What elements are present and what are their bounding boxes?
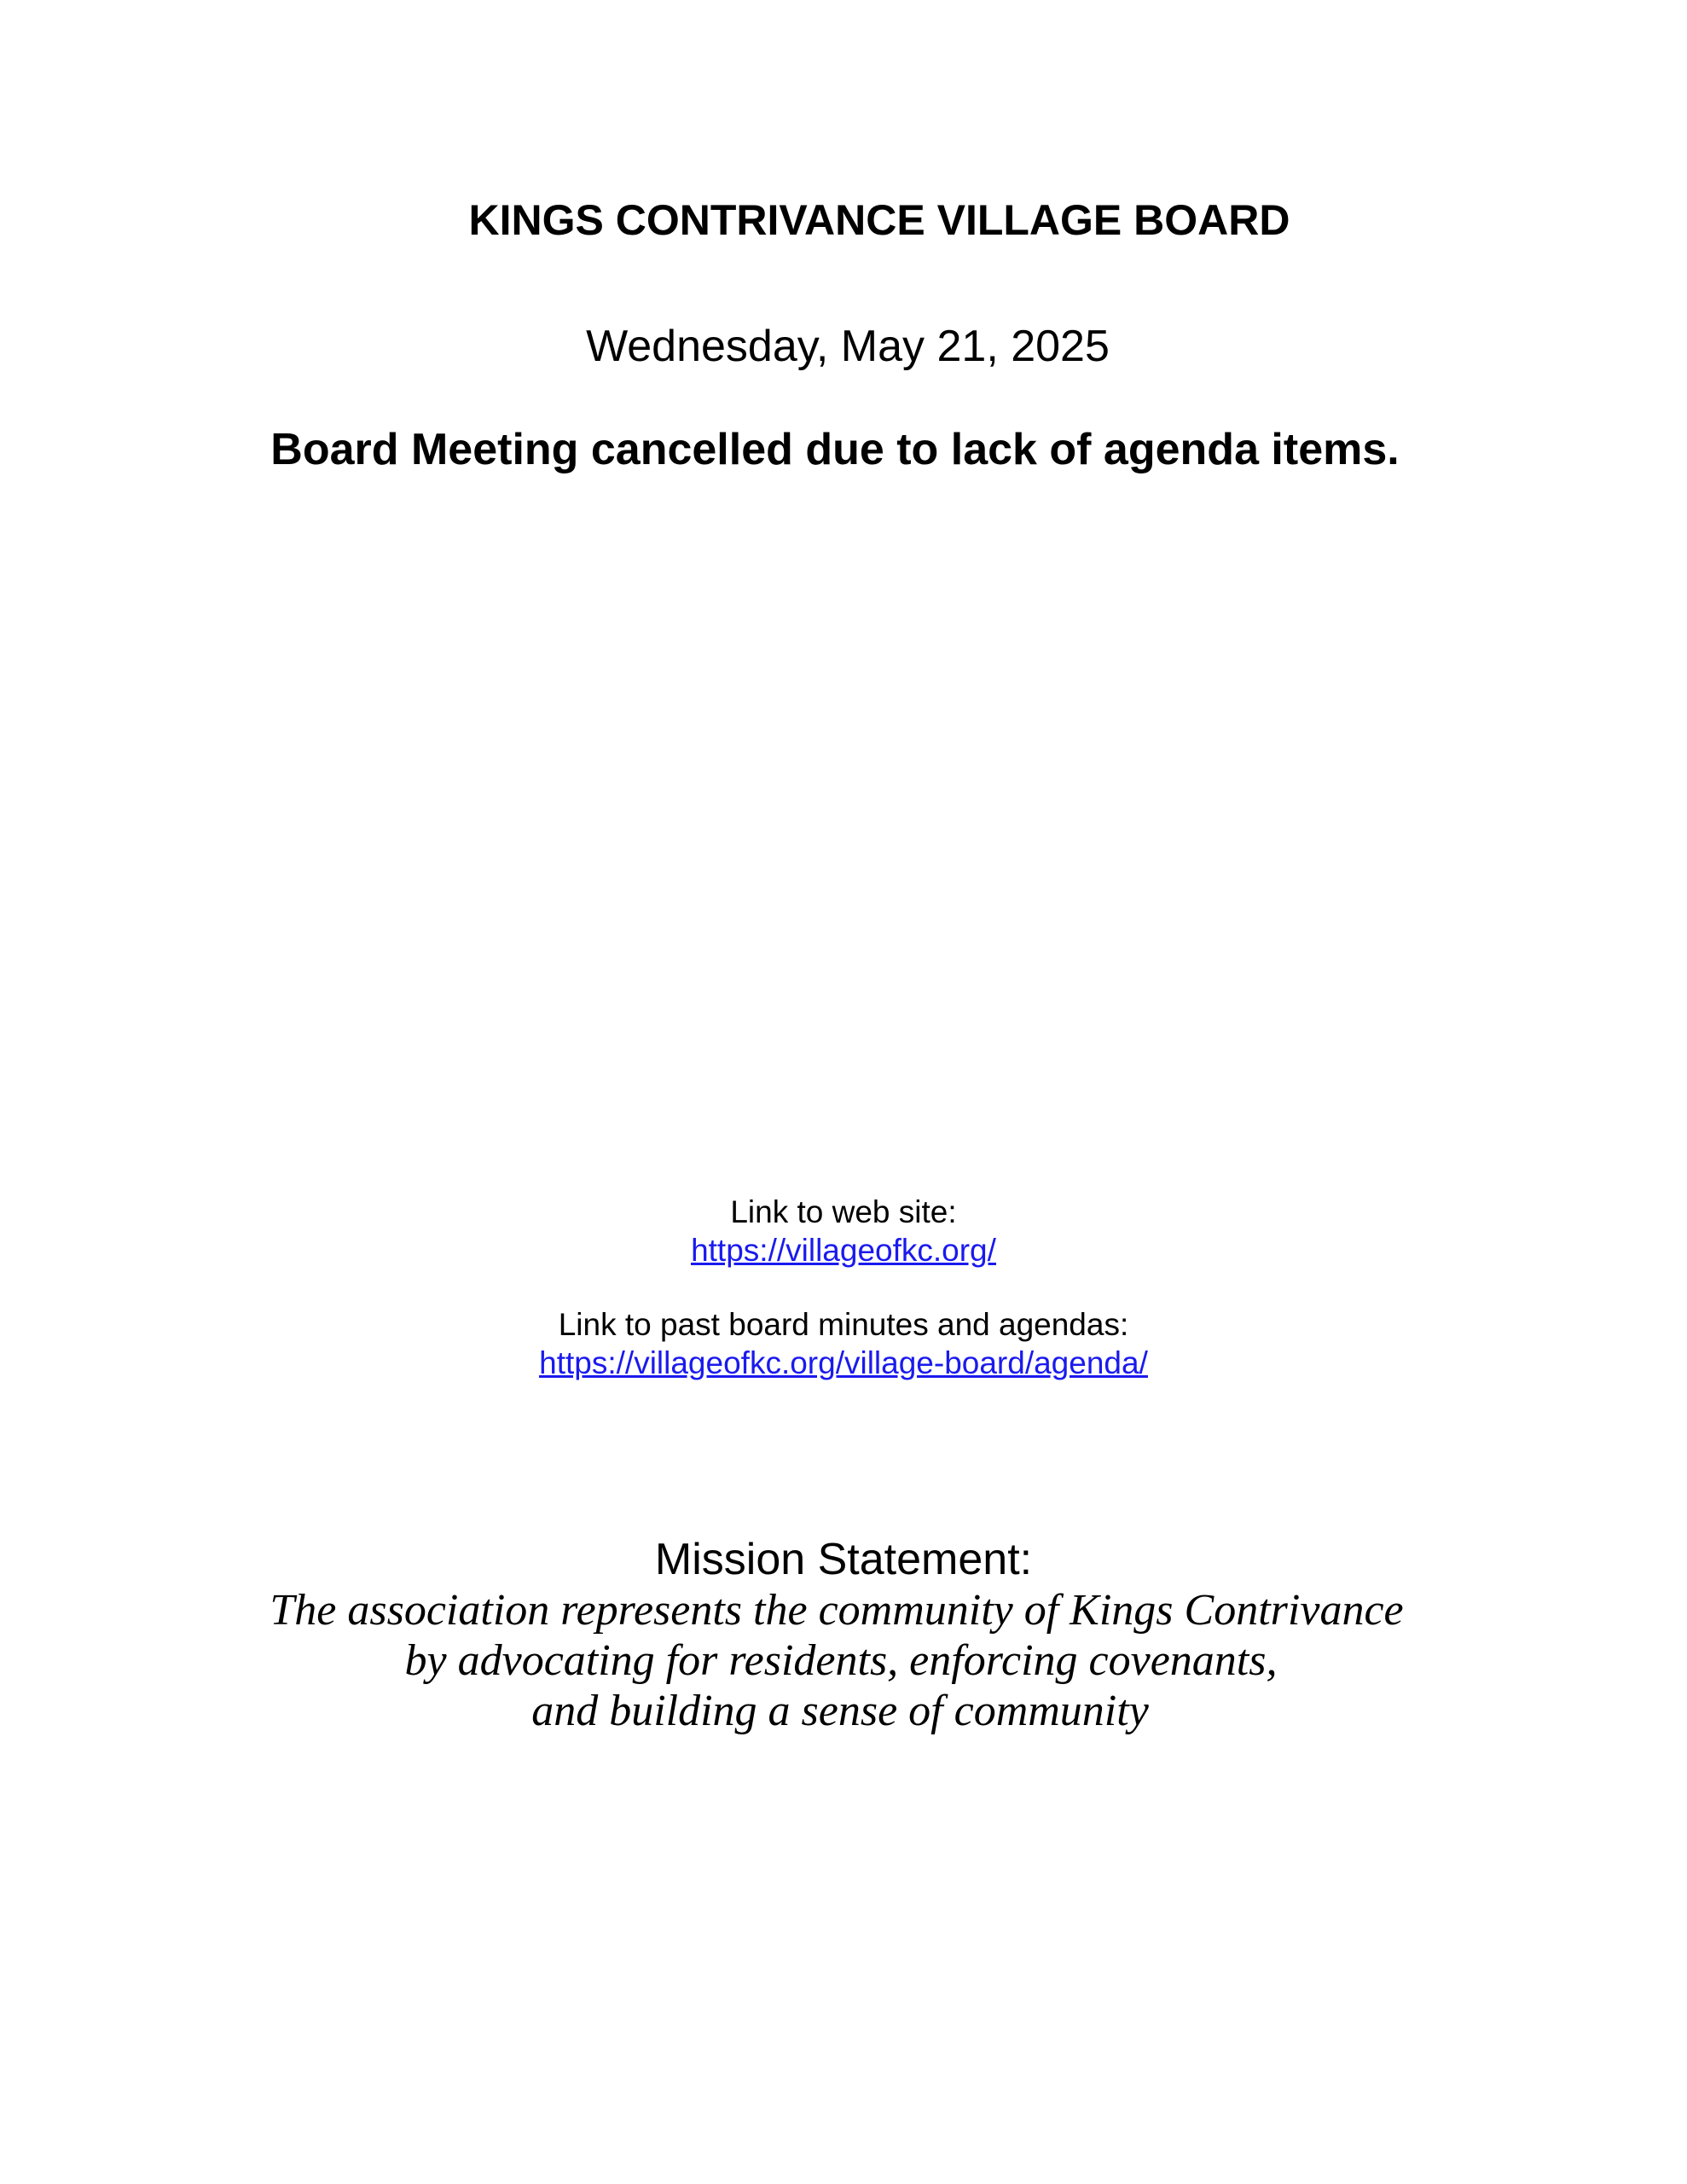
mission-heading: Mission Statement:: [654, 1535, 1033, 1584]
past-minutes-link-line: [0, 1347, 1687, 1379]
document-title: KINGS CONTRIVANCE VILLAGE BOARD: [468, 196, 1290, 244]
past-minutes-link-label: Link to past board minutes and agendas:: [558, 1307, 1129, 1342]
mission-text-line: and building a sense of community: [531, 1687, 1149, 1735]
meeting-date: Wednesday, May 21, 2025: [586, 322, 1110, 371]
website-link[interactable]: https://villageofkc.org/: [691, 1233, 996, 1268]
past-minutes-link[interactable]: https://villageofkc.org/village-board/agenda/: [539, 1345, 1148, 1380]
website-link-line: [0, 1234, 1687, 1266]
mission-text-line: by advocating for residents, enforcing covenants,: [404, 1636, 1278, 1685]
mission-text-line: The association represents the community of Kings Contrivance: [270, 1586, 1404, 1635]
website-link-label: Link to web site:: [730, 1194, 957, 1229]
cancellation-notice: Board Meeting cancelled due to lack of agenda items.: [270, 425, 1400, 474]
